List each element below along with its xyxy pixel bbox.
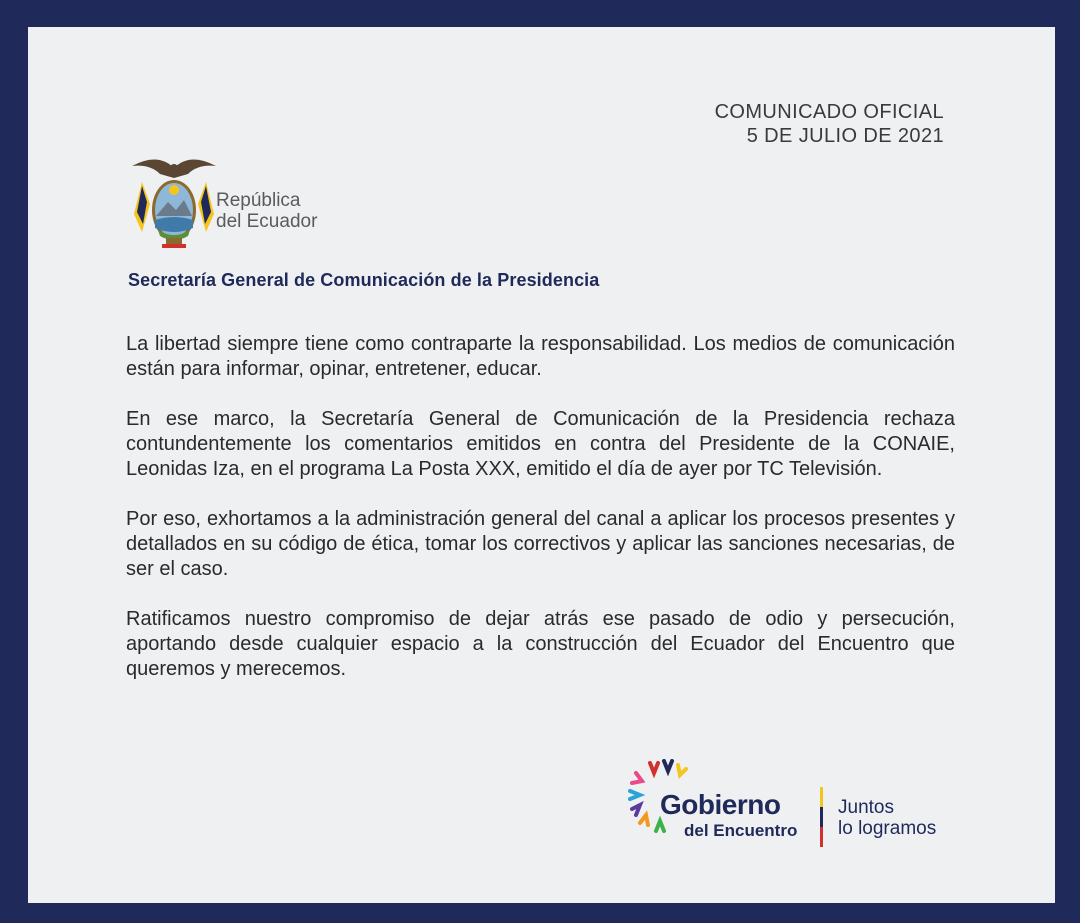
slogan (838, 797, 936, 839)
paragraph-4: Ratificamos nuestro compromiso de dejar atrás ese pasado de odio y persecución, aportando desde cualquier espacio a la construcción del Ecuador del Encuentro que queremos y merecemos. (126, 608, 955, 680)
slogan-line-1: Juntos (838, 797, 894, 818)
coat-of-arms-icon (128, 154, 220, 254)
communique-body (126, 332, 955, 707)
document-date: 5 DE JULIO DE 2021 (746, 125, 944, 147)
paragraph-1: La libertad siempre tiene como contraparte la responsabilidad. Los medios de comunicación están para informar, opinar, entretener, educar. (126, 333, 955, 380)
republic-logo-text (216, 190, 317, 232)
paragraph-2: En ese marco, la Secretaría General de Comunicación de la Presidencia rechaza contundentemente los comentarios emitidos en contra del Presidente de la CONAIE, Leonidas Iza, en el programa La Posta XXX, emitido el día de ayer por TC Televisión. (126, 408, 955, 480)
brand-divider (820, 787, 823, 847)
brand-title: Gobierno (660, 789, 781, 820)
slogan-line-2: lo logramos (838, 818, 937, 839)
issuing-office: Secretaría General de Comunicación de la Presidencia (128, 270, 600, 290)
republic-line-2: del Ecuador (216, 211, 318, 232)
document-header (715, 100, 944, 148)
communique-page (28, 27, 1055, 903)
document-title: COMUNICADO OFICIAL (714, 101, 944, 123)
republic-line-1: República (216, 190, 301, 211)
brand-subtitle: del Encuentro (684, 821, 798, 840)
paragraph-3: Por eso, exhortamos a la administración general del canal a aplicar los procesos presentes y detallados en su código de ética, tomar los correctivos y aplicar las sanciones necesarias, de ser el caso. (126, 508, 955, 580)
